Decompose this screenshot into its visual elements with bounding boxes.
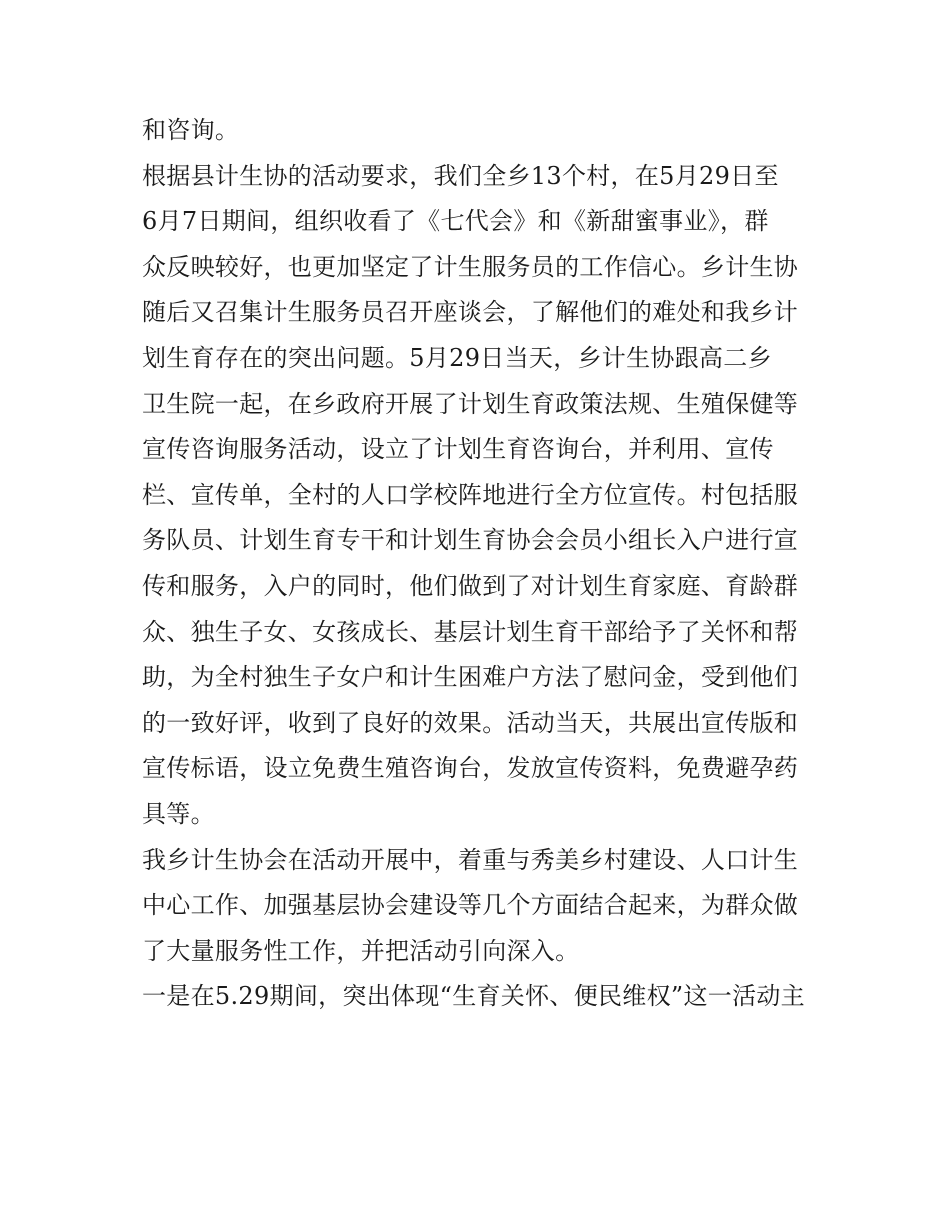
text-line: 众、独生子女、女孩成长、基层计划生育干部给予了关怀和帮	[142, 617, 799, 646]
text-line: 6月7日期间，组织收看了《七代会》和《新甜蜜事业》，群	[142, 207, 769, 236]
text-line: 传和服务，入户的同时，他们做到了对计划生育家庭、育龄群	[142, 571, 799, 600]
text-line: 卫生院一起，在乡政府开展了计划生育政策法规、生殖保健等	[142, 389, 799, 418]
text-line: 的一致好评，收到了良好的效果。活动当天，共展出宣传版和	[142, 708, 799, 737]
text-line: 众反映较好，也更加坚定了计生服务员的工作信心。乡计生协	[142, 252, 799, 281]
text-line: 根据县计生协的活动要求，我们全乡13个村，在5月29日至	[142, 161, 779, 190]
text-line: 我乡计生协会在活动开展中，着重与秀美乡村建设、人口计生	[142, 845, 799, 874]
text-line: 随后又召集计生服务员召开座谈会，了解他们的难处和我乡计	[142, 298, 799, 327]
document-body	[142, 108, 822, 1020]
text-line: 和咨询。	[142, 116, 240, 144]
text-line: 具等。	[142, 799, 215, 828]
text-line: 宣传标语，设立免费生殖咨询台，发放宣传资料，免费避孕药	[142, 754, 799, 783]
text-line: 务队员、计划生育专干和计划生育协会会员小组长入户进行宣	[142, 526, 799, 555]
text-line: 宣传咨询服务活动，设立了计划生育咨询台，并利用、宣传	[142, 435, 774, 464]
text-line: 划生育存在的突出问题。5月29日当天，乡计生协跟高二乡	[142, 343, 772, 372]
text-line: 助，为全村独生子女户和计生困难户方法了慰问金，受到他们	[142, 663, 799, 692]
text-line: 了大量服务性工作，并把活动引向深入。	[142, 936, 580, 965]
text-line: 栏、宣传单，全村的人口学校阵地进行全方位宣传。村包括服	[142, 480, 799, 509]
text-line: 中心工作、加强基层协会建设等几个方面结合起来，为群众做	[142, 891, 799, 920]
text-line: 一是在5.29期间，突出体现“生育关怀、便民维权”这一活动主	[142, 982, 805, 1011]
